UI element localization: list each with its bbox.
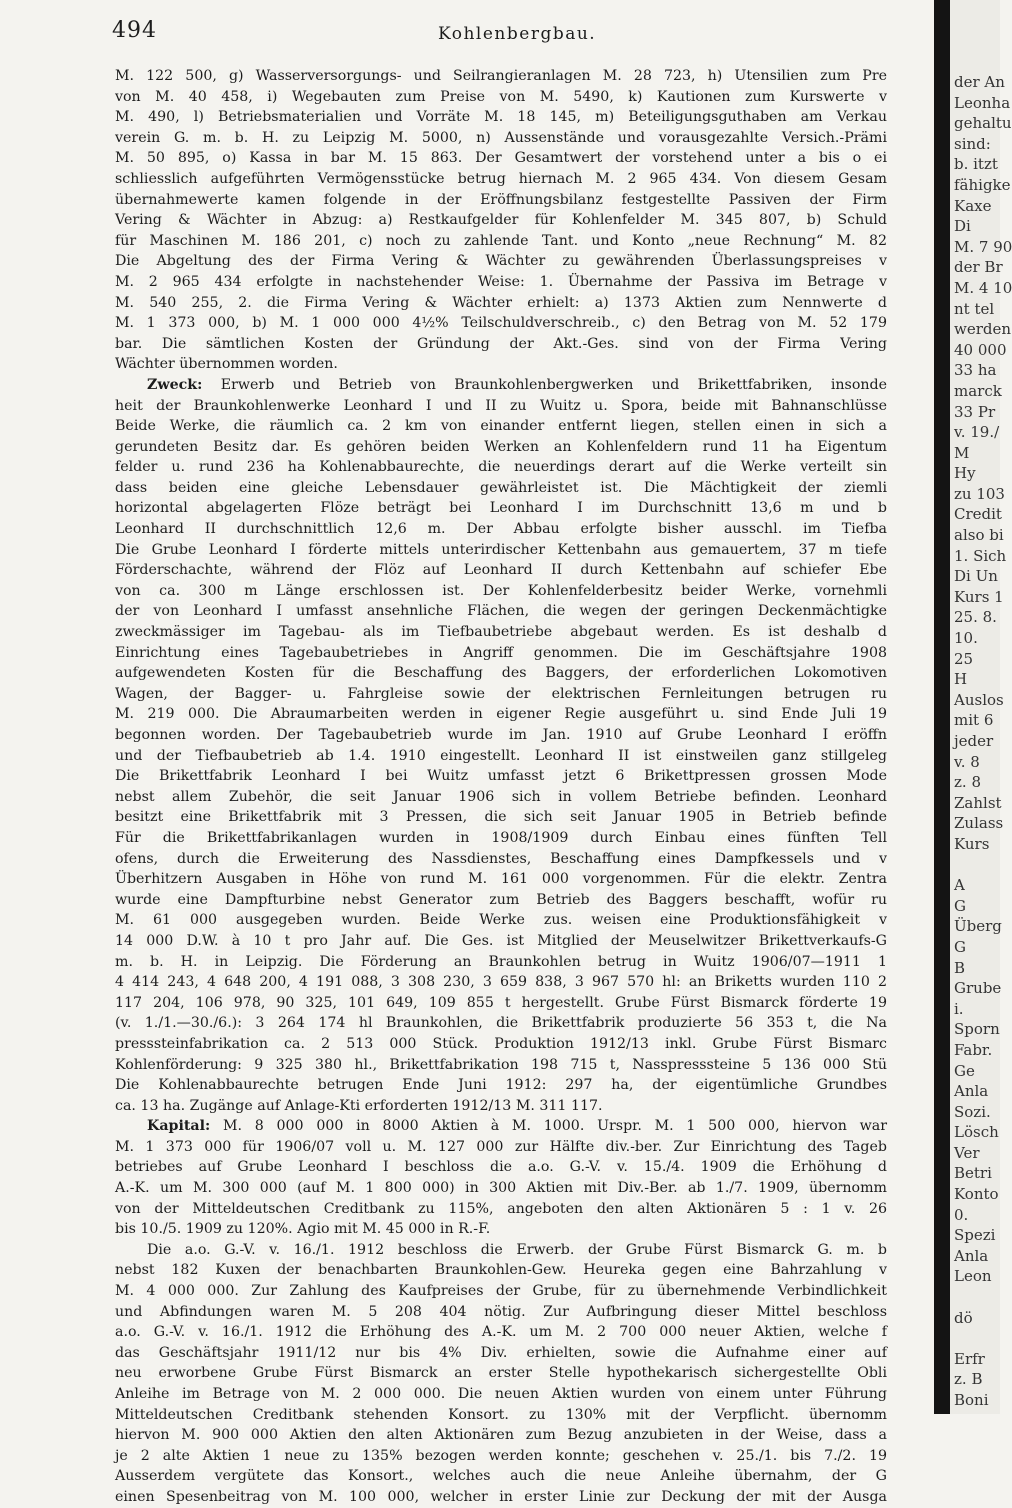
text-line — [115, 169, 887, 190]
line-text: ofens, durch die Erweiterung des Nassdienstes, Beschaffung eines Dampfkessels und v — [115, 850, 887, 867]
line-text: ca. 13 ha. Zugänge auf Anlage-Kti erforderten 1912/13 M. 311 117. — [115, 1097, 603, 1114]
line-text: verein G. m. b. H. zu Leipzig M. 5000, n) Aussenstände und vorausgezahlte Versich.-Prämi — [115, 129, 887, 146]
line-text: Kohlenförderung: 9 325 380 hl., Brikettfabrikation 198 715 t, Nasspresssteine 5 136 000 Stü — [115, 1056, 887, 1073]
line-text: übernahmewerte kamen folgende in der Eröffnungsbilanz festgestellte Passiven der Firm — [115, 191, 887, 208]
neighbor-fragment: der An — [954, 73, 1005, 91]
neighbor-fragment: 33 ha — [954, 361, 997, 380]
line-text: das Geschäftsjahr 1911/12 nur bis 4% Div. erhielten, sowie die Aufnahme einer auf — [115, 1344, 887, 1361]
text-line — [115, 293, 887, 314]
line-text: neu erworbene Grube Fürst Bismarck an erster Stelle hypothekarisch sichergestellte Obli — [115, 1365, 887, 1382]
neighbor-fragment: M. 7 90 — [954, 237, 1012, 256]
text-line — [115, 313, 887, 334]
line-text: heit der Braunkohlenwerke Leonhard I und II zu Wuitz u. Spora, beide mit Bahnanschlüsse — [115, 397, 887, 414]
neighbor-fragment: Konto — [954, 1185, 999, 1204]
line-text: felder u. rund 236 ha Kohlenabbaurechte, die neuerdings derart auf die Werke verteilt sin — [115, 459, 887, 476]
text-line — [115, 498, 887, 519]
line-text: nebst allem Zubehör, die seit Januar 1906 sich in vollem Betriebe befinden. Leonhard — [115, 788, 887, 805]
neighbor-fragment: i. — [954, 999, 964, 1018]
neighbor-fragment: M. 4 10 — [954, 278, 1012, 297]
line-text: M. 61 000 ausgegeben wurden. Beide Werke zus. weisen eine Produktionsfähigkeit v — [115, 912, 887, 929]
body-text — [115, 66, 887, 1505]
section-keyword: Kapital: — [147, 1118, 211, 1135]
line-text: Anleihe im Betrage von M. 2 000 000. Die neuen Aktien wurden von einem unter Führung — [115, 1386, 887, 1402]
text-line — [115, 1302, 887, 1323]
line-text: bar. Die sämtlichen Kosten der Gründung der Akt.-Ges. sind von der Firma Vering — [115, 335, 887, 352]
text-line — [115, 210, 887, 231]
line-text: Ausserdem vergütete das Konsort., welches auch die neue Anleihe übernahm, der G — [115, 1468, 887, 1485]
text-line — [115, 1446, 887, 1467]
line-text: 14 000 D.W. à 10 t pro Jahr auf. Die Ges. ist Mitglied der Meuselwitzer Brikettverkaufs-G — [115, 932, 887, 949]
line-text: 4 414 243, 4 648 200, 4 191 088, 3 308 230, 3 659 838, 3 967 570 hl: an Briketts wurden 110 2 — [115, 974, 887, 991]
text-line — [115, 1240, 887, 1261]
line-text: Für die Brikettfabrikanlagen wurden in 1908/1909 durch Einbau eines fünften Tell — [115, 829, 887, 846]
line-text: Leonhard II durchschnittlich 12,6 m. Der Abbau erfolgte bisher ausschl. im Tiefba — [115, 521, 887, 538]
neighbor-fragment: Grube — [954, 979, 1002, 998]
text-line — [115, 1199, 887, 1220]
line-text: Die a.o. G.-V. v. 16./1. 1912 beschloss die Erwerb. der Grube Fürst Bismarck G. m. b — [147, 1241, 887, 1258]
line-text: von ca. 300 m Länge erschlossen ist. Der Kohlenfelderbesitz beider Werke, vornehmli — [115, 582, 887, 599]
neighbor-fragment: Di — [954, 217, 971, 236]
line-text: Vering & Wächter in Abzug: a) Restkaufgelder für Kohlenfelder M. 345 807, b) Schuld — [115, 212, 887, 229]
neighbor-fragment: zu 103 — [954, 484, 1005, 503]
text-line — [115, 478, 887, 499]
neighbor-fragment: 25 — [954, 649, 974, 668]
text-line — [115, 1322, 887, 1343]
text-line — [115, 1055, 887, 1076]
line-text: gerundeten Besitz dar. Es gehören beiden Werken an Kohlenfeldern rund 11 ha Eigentum — [115, 438, 887, 455]
line-text: Die Abgeltung des der Firma Vering & Wächter zu gewährenden Überlassungspreises v — [115, 253, 887, 270]
line-text: Erwerb und Betrieb von Braunkohlenbergwerken und Brikettfabriken, insonde — [202, 376, 887, 393]
text-line — [115, 1178, 887, 1199]
neighbor-fragment: Sozi. — [954, 1102, 991, 1121]
line-text: M. 2 965 434 erfolgte in nachstehender Weise: 1. Übernahme der Passiva im Betrage v — [115, 273, 887, 290]
line-text: M. 219 000. Die Abraumarbeiten werden in eigener Regie ausgeführt u. sind Ende Juli 19 — [115, 706, 887, 723]
neighbor-fragment: sind: — [954, 134, 991, 153]
line-text: von M. 40 458, i) Wegebauten zum Preise von M. 5490, k) Kautionen zum Kurswerte v — [115, 88, 887, 105]
text-line — [115, 1281, 887, 1302]
text-line — [115, 1157, 887, 1178]
neighbor-fragment: Anla — [954, 1246, 989, 1265]
line-text: der von Leonhard I umfasst ansehnliche Flächen, die wegen der geringen Deckenmächtigke — [115, 603, 887, 620]
text-line — [115, 251, 887, 272]
text-line — [115, 1116, 887, 1137]
line-text: M. 8 000 000 in 8000 Aktien à M. 1000. Urspr. M. 1 500 000, hiervon war — [210, 1118, 887, 1135]
line-text: nebst 182 Kuxen der benachbarten Braunkohlen-Gew. Heureka gegen eine Bahrzahlung v — [115, 1262, 887, 1279]
text-line — [115, 663, 887, 684]
text-line — [115, 725, 887, 746]
line-text: Die Kohlenabbaurechte betrugen Ende Juni 1912: 297 ha, der eigentümliche Grundbes — [115, 1077, 887, 1094]
neighbor-fragment — [950, 855, 1000, 876]
text-line — [115, 890, 887, 911]
neighbor-fragment: z. 8 — [954, 773, 981, 792]
line-text: und der Tiefbaubetrieb ab 1.4. 1910 eingestellt. Leonhard II ist einstweilen ganz stillgeleg — [115, 747, 887, 764]
text-line — [115, 519, 887, 540]
text-line — [115, 231, 887, 252]
text-line — [115, 334, 887, 355]
text-line — [115, 1466, 887, 1487]
line-text: aufgewendeten Kosten für die Beschaffung des Baggers, der erforderlichen Lokomotiven — [115, 665, 887, 682]
neighbor-fragment: 40 000 — [954, 340, 1007, 359]
text-line — [115, 272, 887, 293]
text-line — [115, 107, 887, 128]
neighbor-fragment: Erfr — [954, 1349, 985, 1368]
binding-gutter — [934, 0, 950, 1414]
section-keyword: Zweck: — [147, 376, 203, 393]
text-line — [115, 581, 887, 602]
text-line — [115, 869, 887, 890]
line-text: betriebes auf Grube Leonhard I beschloss die a.o. G.-V. v. 15./4. 1909 die Erhöhung d — [115, 1159, 887, 1176]
text-line — [115, 1096, 887, 1117]
neighbor-fragment: Leonha — [954, 93, 1011, 112]
line-text: M. 1 373 000, b) M. 1 000 000 4½% Teilschuldverschreib., c) den Betrag von M. 52 179 — [115, 315, 887, 332]
text-line — [115, 1405, 887, 1426]
neighbor-fragment: Zulass — [954, 814, 1004, 833]
text-line — [115, 437, 887, 458]
line-text: dass beiden eine gleiche Lebensdauer gewährleistet ist. Die Mächtigkeit der ziemli — [115, 479, 887, 496]
text-line — [115, 1034, 887, 1055]
line-text: einen Spesenbeitrag von M. 100 000, welcher in erster Linie zur Deckung der mit der Ausga — [115, 1488, 887, 1505]
line-text: a.o. G.-V. v. 16./1. 1912 die Erhöhung des A.-K. um M. 2 700 000 neuer Aktien, welche f — [115, 1324, 887, 1341]
neighbor-fragment: 10. — [954, 629, 978, 648]
text-line — [115, 457, 887, 478]
text-line — [115, 1425, 887, 1446]
line-text: M. 50 895, o) Kassa in bar M. 15 863. Der Gesamtwert der vorstehend unter a bis o ei — [115, 150, 887, 167]
neighbor-fragment: Ver — [954, 1143, 980, 1162]
neighbor-fragment: Anla — [954, 1082, 989, 1101]
line-text: m. b. H. in Leipzig. Die Förderung an Braunkohlen betrug in Wuitz 1906/07—1911 1 — [115, 953, 887, 970]
text-line — [115, 787, 887, 808]
neighbor-fragment: Kurs 1 — [954, 587, 1004, 606]
neighbor-fragment: Spezi — [954, 1226, 996, 1245]
line-text: Einrichtung eines Tagebaubetriebes in Angriff genommen. Die im Geschäftsjahre 1908 — [115, 644, 887, 661]
line-text: bis 10./5. 1909 zu 120%. Agio mit M. 45 000 in R.-F. — [115, 1221, 491, 1238]
neighbor-fragment: Lösch — [954, 1123, 999, 1142]
line-text: presssteinfabrikation ca. 2 513 000 Stück. Produktion 1912/13 inkl. Grube Fürst Bismarc — [115, 1035, 887, 1052]
text-line — [115, 643, 887, 664]
neighbor-fragment: fähigke — [954, 175, 1011, 194]
line-text: Wagen, der Bagger- u. Fahrgleise sowie der elektrischen Fernleitungen betrugen ru — [115, 685, 887, 702]
text-line — [115, 972, 887, 993]
text-line — [115, 1384, 887, 1405]
line-text: je 2 alte Aktien 1 neue zu 135% bezogen werden konnte; geschehen v. 25./1. bis 7./2. 19 — [115, 1447, 887, 1464]
line-text: Die Brikettfabrik Leonhard I bei Wuitz umfasst jetzt 6 Brikettpressen grossen Mode — [115, 768, 887, 785]
neighbor-fragment: v. 8 — [954, 752, 980, 771]
text-line — [115, 1363, 887, 1384]
neighbor-fragment: A — [954, 876, 965, 895]
line-text: hiervon M. 900 000 Aktien den alten Aktionären zum Bezug anzubieten in der Weise, dass a — [115, 1427, 887, 1444]
line-text: zweckmässiger im Tagebau- als im Tiefbaubetriebe abgebaut werden. Es ist deshalb d — [115, 624, 887, 641]
line-text: Beide Werke, die räumlich ca. 2 km von einander entfernt liegen, stellen einen in sich a — [115, 418, 887, 435]
text-line — [115, 684, 887, 705]
neighbor-fragment: Sporn — [954, 1020, 1000, 1039]
neighbor-fragment: v. 19./ — [954, 423, 1000, 442]
text-line — [115, 601, 887, 622]
neighbor-fragment — [950, 1328, 1000, 1349]
line-text: von der Mitteldeutschen Creditbank zu 115%, angeboten den alten Aktionären 5 : 1 v. 26 — [115, 1200, 887, 1217]
neighbor-fragment: 25. 8. — [954, 608, 997, 627]
text-line — [115, 1260, 887, 1281]
text-line — [115, 622, 887, 643]
text-line — [115, 849, 887, 870]
neighbor-fragment: also bi — [954, 526, 1004, 545]
text-line — [115, 1075, 887, 1096]
text-line — [115, 375, 887, 396]
neighbor-fragment: gehaltu — [954, 114, 1012, 133]
text-line — [115, 66, 887, 87]
line-text: (v. 1./1.—30./6.): 3 264 174 hl Braunkohlen, die Brikettfabrik produzierte 56 353 t, die Na — [115, 1015, 887, 1032]
text-line — [115, 828, 887, 849]
text-line — [115, 910, 887, 931]
neighbor-fragment: 1. Sich — [954, 546, 1007, 565]
neighbor-fragment: H — [954, 670, 968, 689]
neighbor-fragment: der Br — [954, 258, 1003, 277]
text-line — [115, 87, 887, 108]
running-title: Kohlenbergbau. — [438, 24, 597, 44]
neighbor-fragment: werden — [954, 320, 1012, 339]
line-text: 117 204, 106 978, 90 325, 101 649, 109 855 t hergestellt. Grube Fürst Bismarck förderte 19 — [115, 994, 887, 1011]
neighbor-fragment: dö — [954, 1308, 973, 1327]
line-text: M. 490, l) Betriebsmaterialien und Vorräte M. 18 145, m) Beteiligungsguthaben am Verkau — [115, 109, 887, 126]
text-line — [115, 148, 887, 169]
text-line — [115, 1487, 887, 1508]
line-text: M. 122 500, g) Wasserversorgungs- und Seilrangieranlagen M. 28 723, h) Utensilien zum Pre — [115, 68, 887, 84]
neighbor-fragment: Kurs — [954, 834, 990, 853]
line-text: schliesslich aufgeführten Vermögensstücke betrug hiernach M. 2 965 434. Von diesem Gesam — [115, 170, 887, 187]
neighbor-fragment: M — [954, 443, 970, 462]
line-text: M. 4 000 000. Zur Zahlung des Kaufpreises der Grube, für zu übernehmende Verbindlichkeit — [115, 1283, 887, 1300]
text-line — [115, 704, 887, 725]
text-line — [115, 560, 887, 581]
text-line — [115, 354, 887, 375]
line-text: besitzt eine Brikettfabrik mit 3 Pressen, die sich seit Januar 1905 in Betrieb befinde — [115, 809, 887, 826]
line-text: und Abfindungen waren M. 5 208 404 nötig. Zur Aufbringung dieser Mittel beschloss — [115, 1303, 887, 1320]
neighbor-fragment: Hy — [954, 464, 976, 483]
line-text: Mitteldeutschen Creditbank stehenden Konsort. zu 130% mit der Verpflicht. übernomm — [115, 1406, 887, 1423]
page-number: 494 — [112, 18, 157, 43]
line-text: Wächter übernommen worden. — [115, 356, 338, 373]
text-line — [115, 416, 887, 437]
neighbor-fragment: marck — [954, 381, 1002, 400]
neighbor-fragment: Kaxe — [954, 196, 992, 215]
neighbor-fragment: nt tel — [954, 299, 995, 318]
neighbor-fragment: 33 Pr — [954, 402, 996, 421]
neighbor-fragment: Überg — [954, 917, 1002, 936]
neighbor-fragment: Zahlst — [954, 793, 1002, 812]
neighbor-fragment: G — [954, 937, 966, 956]
text-line — [115, 1343, 887, 1364]
neighbor-fragment: b. itzt — [954, 155, 998, 174]
neighbor-fragment: Ge — [954, 1061, 975, 1080]
neighbor-fragment: Boni — [954, 1391, 989, 1409]
text-line — [115, 1137, 887, 1158]
neighbor-page-edge — [950, 0, 1012, 1414]
neighbor-fragment: Betri — [954, 1164, 992, 1183]
text-line — [115, 952, 887, 973]
text-line — [115, 766, 887, 787]
text-line — [115, 1219, 887, 1240]
text-line — [115, 540, 887, 561]
line-text: Die Grube Leonhard I förderte mittels unterirdischer Kettenbahn aus gemauertem, 37 m tiefe — [115, 541, 887, 558]
text-line — [115, 128, 887, 149]
line-text: Überhitzern Ausgaben in Höhe von rund M. 161 000 vorgenommen. Für die elektr. Zentra — [115, 871, 887, 888]
text-line — [115, 931, 887, 952]
neighbor-fragment — [950, 1287, 1000, 1308]
line-text: M. 1 373 000 für 1906/07 voll u. M. 127 000 zur Hälfte div.-ber. Zur Einrichtung des Tageb — [115, 1138, 887, 1155]
line-text: für Maschinen M. 186 201, c) noch zu zahlende Tant. und Konto „neue Rechnung“ M. 82 — [115, 232, 887, 249]
line-text: begonnen worden. Der Tagebaubetrieb wurde im Jan. 1910 auf Grube Leonhard I eröffn — [115, 727, 887, 743]
neighbor-fragment: Leon — [954, 1267, 992, 1286]
neighbor-fragment: Credit — [954, 505, 1002, 524]
text-line — [115, 190, 887, 211]
neighbor-fragment: B — [954, 958, 966, 977]
neighbor-fragment: jeder — [954, 732, 994, 750]
text-line — [115, 396, 887, 417]
text-line — [115, 1013, 887, 1034]
neighbor-fragment: 0. — [954, 1205, 969, 1224]
text-line — [115, 807, 887, 828]
text-line — [115, 746, 887, 767]
neighbor-fragment: Auslos — [954, 690, 1004, 709]
line-text: wurde eine Dampfturbine nebst Generator zum Betrieb des Baggers beschafft, wofür ru — [115, 891, 887, 908]
neighbor-fragment: z. B — [954, 1370, 983, 1389]
line-text: M. 540 255, 2. die Firma Vering & Wächter erhielt: a) 1373 Aktien zum Nennwerte d — [115, 294, 887, 311]
line-text: Förderschachte, während der Flöz auf Leonhard II durch Kettenbahn auf schiefer Ebe — [115, 562, 887, 579]
neighbor-fragment: Fabr. — [954, 1040, 993, 1059]
text-line — [115, 993, 887, 1014]
neighbor-fragment: G — [954, 896, 966, 915]
line-text: horizontal abgelagerten Flöze beträgt bei Leonhard I im Durchschnitt 13,6 m und b — [115, 500, 887, 517]
line-text: A.-K. um M. 300 000 (auf M. 1 800 000) in 300 Aktien mit Div.-Ber. ab 1./7. 1909, übernomm — [115, 1180, 887, 1197]
neighbor-fragment: Di Un — [954, 567, 998, 586]
neighbor-fragment: mit 6 — [954, 711, 994, 730]
